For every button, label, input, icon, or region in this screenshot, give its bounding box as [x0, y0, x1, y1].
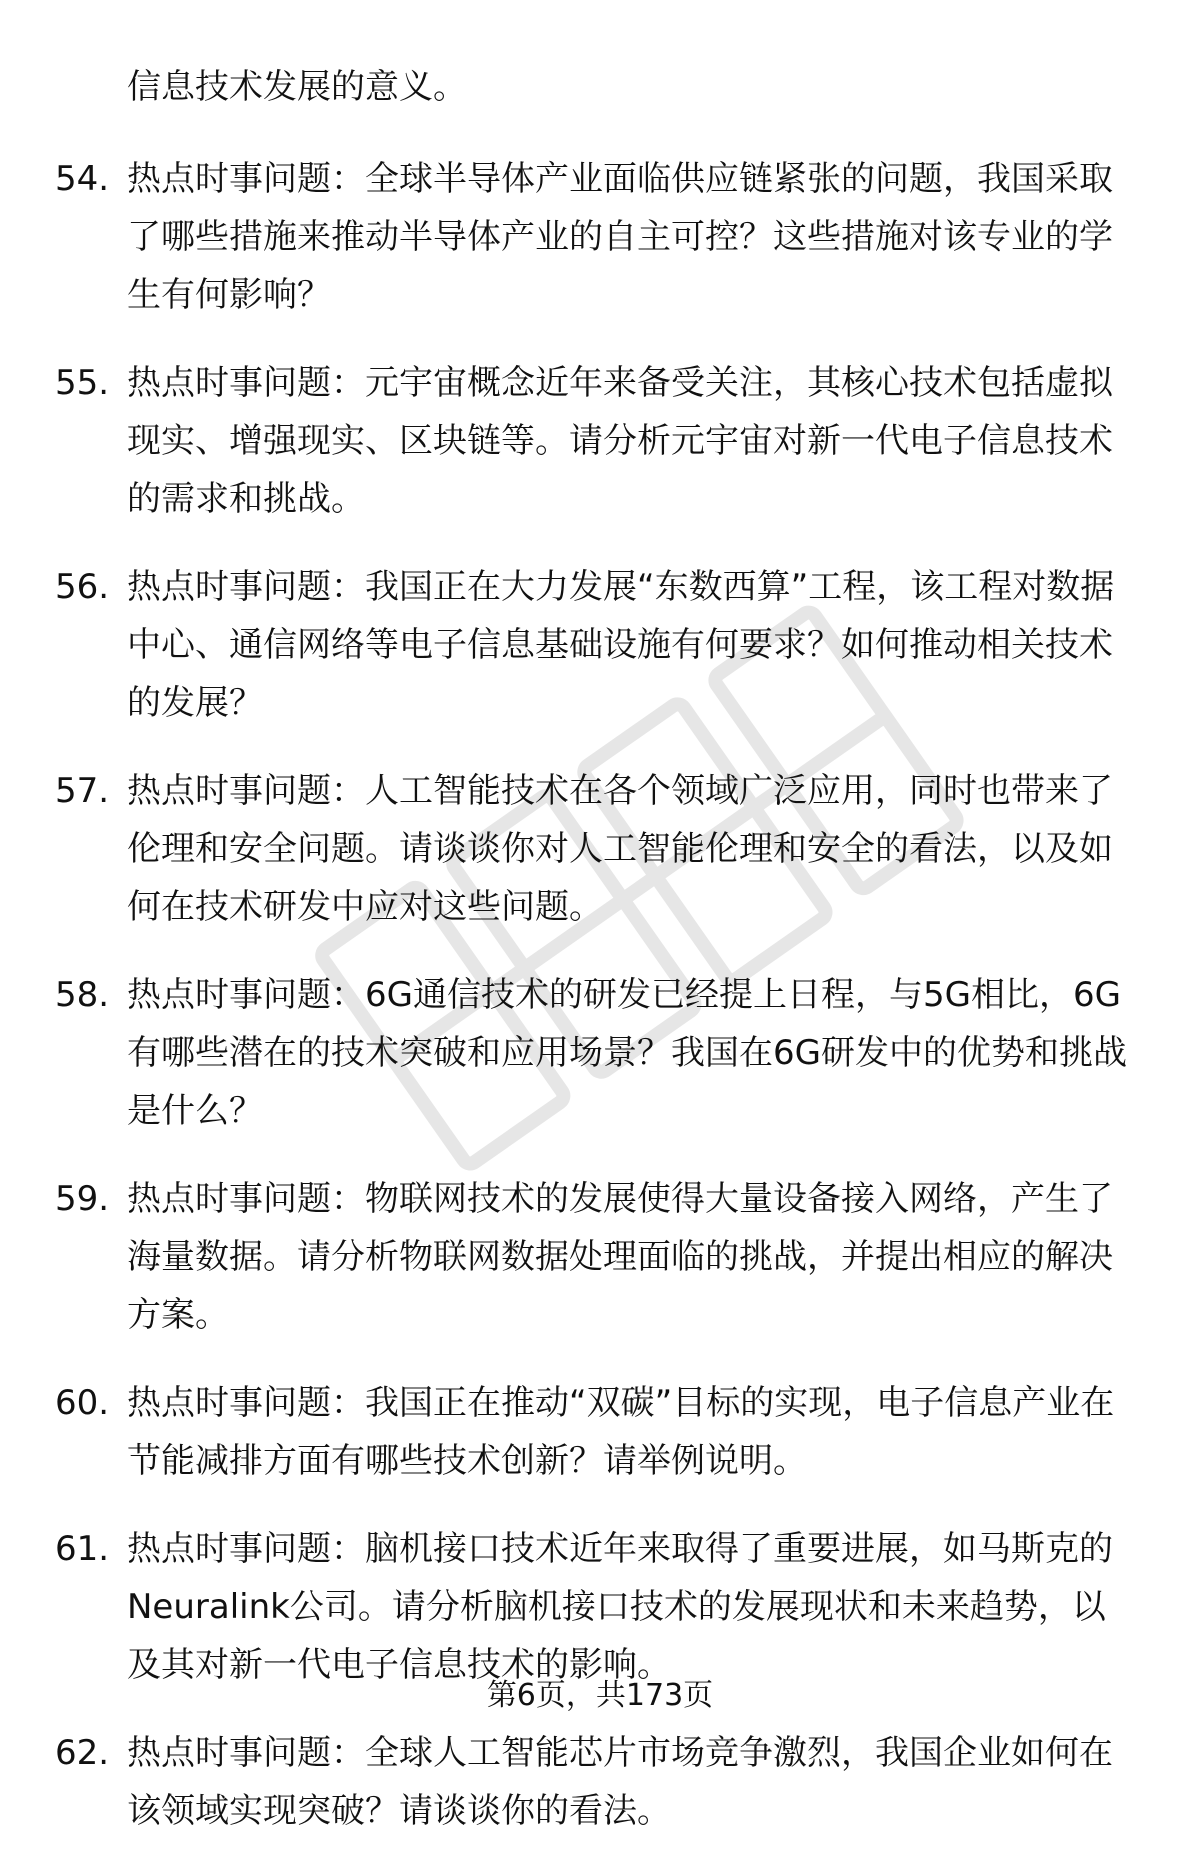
question-text: 热点时事问题：人工智能技术在各个领域广泛应用，同时也带来了伦理和安全问题。请谈谈你对人工智能伦理和安全的看法，以及如何在技术研发中应对这些问题。 [127, 771, 1113, 927]
list-item [55, 966, 1155, 1140]
question-text: 热点时事问题：全球半导体产业面临供应链紧张的问题，我国采取了哪些措施来推动半导体产业的自主可控？这些措施对该专业的学生有何影响？ [127, 159, 1113, 315]
question-number: 62. [55, 1733, 110, 1773]
question-number: 60. [55, 1383, 110, 1423]
question-number: 56. [55, 567, 110, 607]
list-item [55, 558, 1155, 732]
question-number: 57. [55, 771, 110, 811]
list-item [55, 1374, 1155, 1490]
question-text: 热点时事问题：我国正在大力发展“东数西算”工程，该工程对数据中心、通信网络等电子信息基础设施有何要求？如何推动相关技术的发展？ [127, 567, 1115, 723]
page-footer: 第6页，共173页 [486, 1678, 714, 1713]
question-number: 55. [55, 363, 110, 403]
list-item [55, 354, 1155, 528]
continuation-text: 信息技术发展的意义。 [127, 67, 467, 107]
question-content [55, 58, 1155, 1870]
question-text: 热点时事问题：元宇宙概念近年来备受关注，其核心技术包括虚拟现实、增强现实、区块链等。请分析元宇宙对新一代电子信息技术的需求和挑战。 [127, 363, 1113, 519]
question-text: 热点时事问题：脑机接口技术近年来取得了重要进展，如马斯克的Neuralink公司。请分析脑机接口技术的发展现状和未来趋势，以及其对新一代电子信息技术的影响。 [127, 1529, 1113, 1685]
question-text: 热点时事问题：6G通信技术的研发已经提上日程，与5G相比，6G有哪些潜在的技术突破和应用场景？我国在6G研发中的优势和挑战是什么？ [127, 975, 1127, 1131]
list-item [55, 150, 1155, 324]
list-item [55, 762, 1155, 936]
list-item [55, 1170, 1155, 1344]
question-number: 54. [55, 159, 110, 199]
question-list [55, 150, 1155, 1840]
question-number: 58. [55, 975, 110, 1015]
question-text: 热点时事问题：物联网技术的发展使得大量设备接入网络，产生了海量数据。请分析物联网数据处理面临的挑战，并提出相应的解决方案。 [127, 1179, 1113, 1335]
list-item [55, 1724, 1155, 1840]
question-number: 59. [55, 1179, 110, 1219]
list-item [55, 1520, 1155, 1694]
question-number: 61. [55, 1529, 110, 1569]
question-text: 热点时事问题：全球人工智能芯片市场竞争激烈，我国企业如何在该领域实现突破？请谈谈你的看法。 [127, 1733, 1113, 1831]
question-text: 热点时事问题：我国正在推动“双碳”目标的实现，电子信息产业在节能减排方面有哪些技术创新？请举例说明。 [127, 1383, 1115, 1481]
